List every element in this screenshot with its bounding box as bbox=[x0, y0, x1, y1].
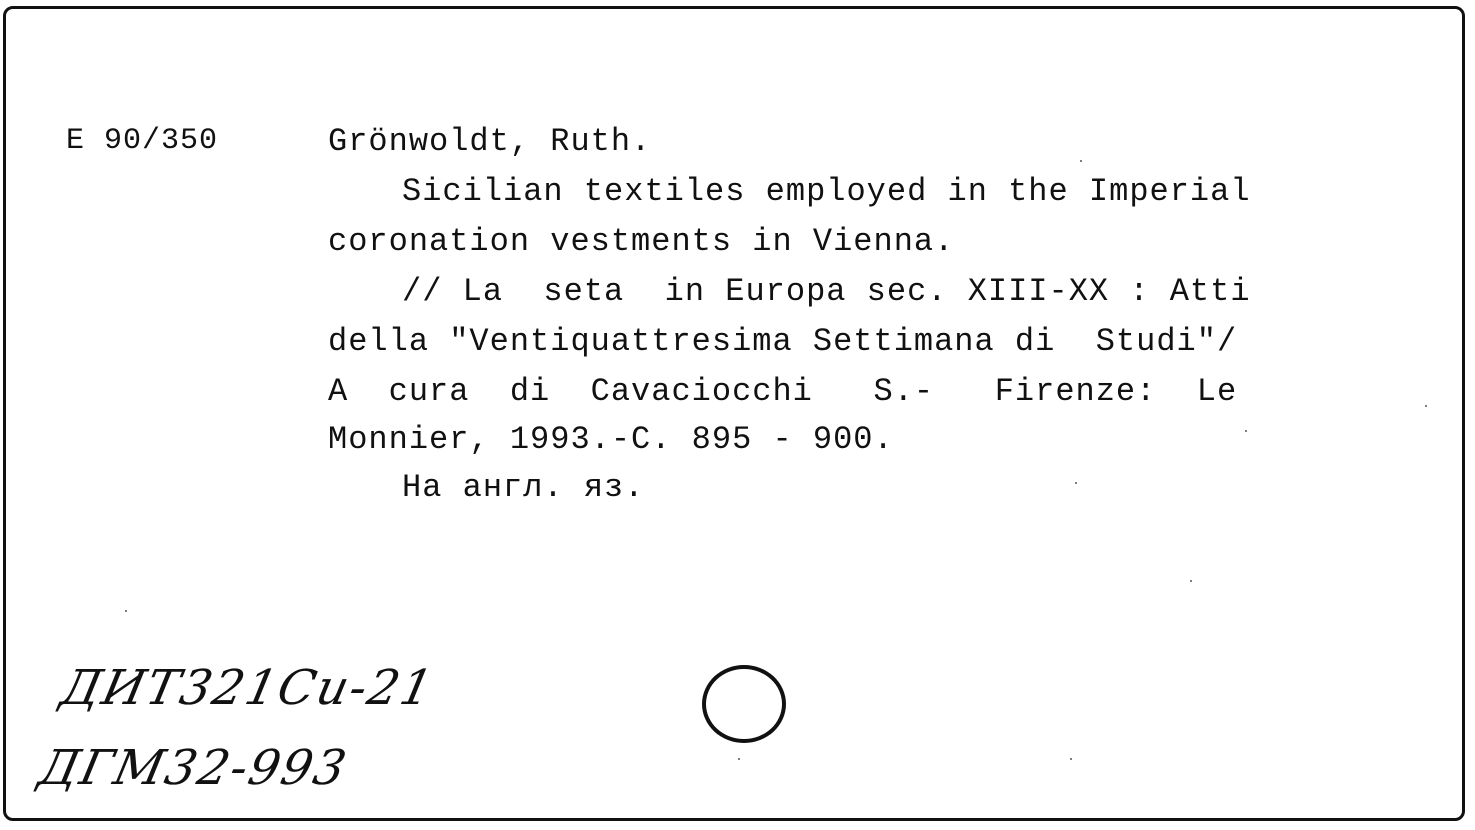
title-line-2: coronation vestments in Vienna. bbox=[328, 223, 955, 260]
author-name: Grönwoldt, Ruth. bbox=[328, 123, 652, 160]
title-line-1: Sicilian textiles employed in the Imperial bbox=[402, 173, 1251, 210]
speck bbox=[1070, 758, 1072, 760]
language-note: На англ. яз. bbox=[402, 469, 645, 506]
handwritten-code-2: ДГМ32-993 bbox=[34, 740, 353, 796]
speck bbox=[1245, 430, 1247, 432]
call-number: E 90/350 bbox=[66, 124, 219, 158]
source-line-3: A cura di Cavaciocchi S.- Firenze: Le bbox=[328, 373, 1238, 410]
punched-hole-circle bbox=[702, 665, 786, 743]
source-line-4: Monnier, 1993.-C. 895 - 900. bbox=[328, 421, 894, 458]
source-line-2: della "Ventiquattresima Settimana di Studi"/ bbox=[328, 323, 1238, 360]
handwritten-code-1: ДИТ321Си-21 bbox=[56, 660, 440, 716]
speck bbox=[738, 758, 740, 760]
speck bbox=[1425, 405, 1427, 407]
source-line-1: // La seta in Europa sec. XIII-XX : Atti bbox=[402, 273, 1251, 310]
speck bbox=[1190, 580, 1192, 582]
speck bbox=[1075, 482, 1077, 484]
speck bbox=[125, 610, 127, 612]
speck bbox=[1080, 160, 1082, 162]
